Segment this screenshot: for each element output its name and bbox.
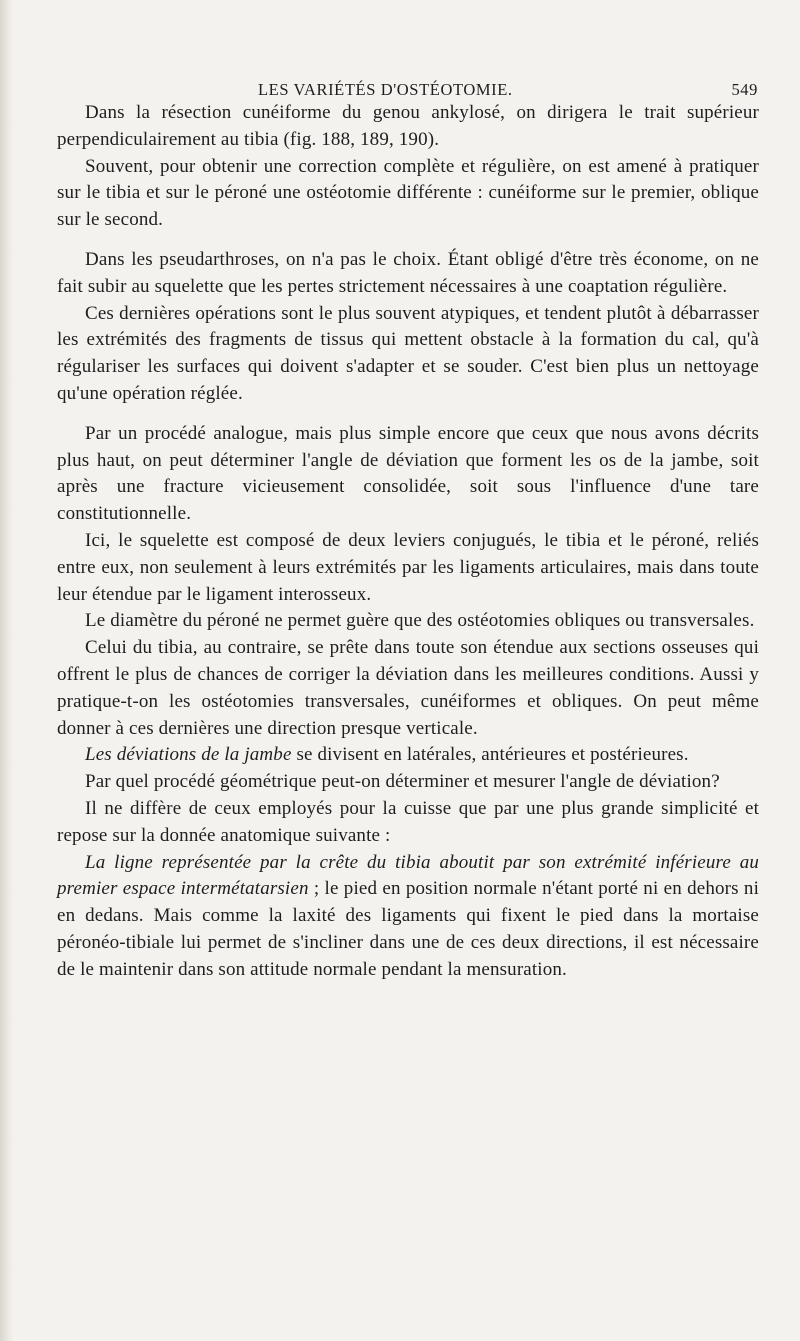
paragraph: Celui du tibia, au contraire, se prête dans toute son étendue aux sections osseuses qui offrent le plus de chances de corriger la déviation dans les meilleures conditions. Aussi y pratique-t-on les ostéotomies transversales, cunéiformes et obliques. On peut même donner à ces dernières une direction presque verticale. (57, 637, 759, 739)
italic-statement: La ligne représentée par la crête du tibia aboutit par son extrémité inférieure au premier espace intermétatarsien (57, 851, 759, 900)
paragraph: Il ne diffère de ceux employés pour la cuisse que par une plus grande simplicité et repose sur la donnée anatomique suivante : (57, 797, 759, 846)
running-title: LES VARIÉTÉS D'OSTÉOTOMIE. (258, 80, 513, 99)
paragraph: Les déviations de la jambe se divisent en latérales, antérieures et postérieures. (85, 744, 689, 766)
paragraph: Souvent, pour obtenir une correction complète et régulière, on est amené à pratiquer sur le tibia et sur le péroné une ostéotomie différente : cunéiforme sur le premier, oblique sur le second. (57, 155, 759, 231)
paragraph: Le diamètre du péroné ne permet guère que des ostéotomies obliques ou transversales. (85, 610, 755, 632)
paragraph: Dans la résection cunéiforme du genou ankylosé, on dirigera le trait supérieur perpendiculairement au tibia (fig. 188, 189, 190). (57, 102, 759, 150)
paragraph: Ici, le squelette est composé de deux leviers conjugués, le tibia et le péroné, reliés entre eux, non seulement à leurs extrémités par les ligaments articulaires, mais dans toute leur étendue par le ligament interosseux. (57, 529, 759, 605)
page-number: 549 (731, 80, 758, 99)
italic-term: Les déviations de la jambe (85, 744, 292, 766)
page-binding-edge (0, 0, 14, 1341)
paragraph: Par quel procédé géométrique peut-on déterminer et mesurer l'angle de déviation? (85, 771, 720, 793)
paragraph: Dans les pseudarthroses, on n'a pas le choix. Étant obligé d'être très économe, on ne fait subir au squelette que les pertes strictement nécessaires à une coaptation régulière. (57, 248, 759, 297)
paragraph: La ligne représentée par la crête du tibia aboutit par son extrémité inférieure au premier espace intermétatarsien ; le pied en position normale n'étant porté ni en dehors ni en dedans. Mais comme la laxité des ligaments qui fixent le pied dans la mortaise péronéo-tibiale lui permet de s'incliner dans une de ces deux directions, il est nécessaire de le maintenir dans son attitude normale pendant la mensuration. (57, 851, 760, 980)
paragraph: Ces dernières opérations sont le plus souvent atypiques, et tendent plutôt à débarrasser les extrémités des fragments de tissus qui mettent obstacle à la formation du cal, qu'à régulariser les surfaces qui doivent s'adapter et se souder. C'est bien plus un nettoyage qu'une opération réglée. (57, 302, 759, 404)
running-header (258, 78, 758, 102)
paragraph: Par un procédé analogue, mais plus simple encore que ceux que nous avons décrits plus haut, on peut déterminer l'angle de déviation que forment les os de la jambe, soit après une fracture vicieusement consolidée, soit sous l'influence d'une tare constitutionnelle. (57, 422, 759, 525)
body-text (57, 100, 759, 984)
